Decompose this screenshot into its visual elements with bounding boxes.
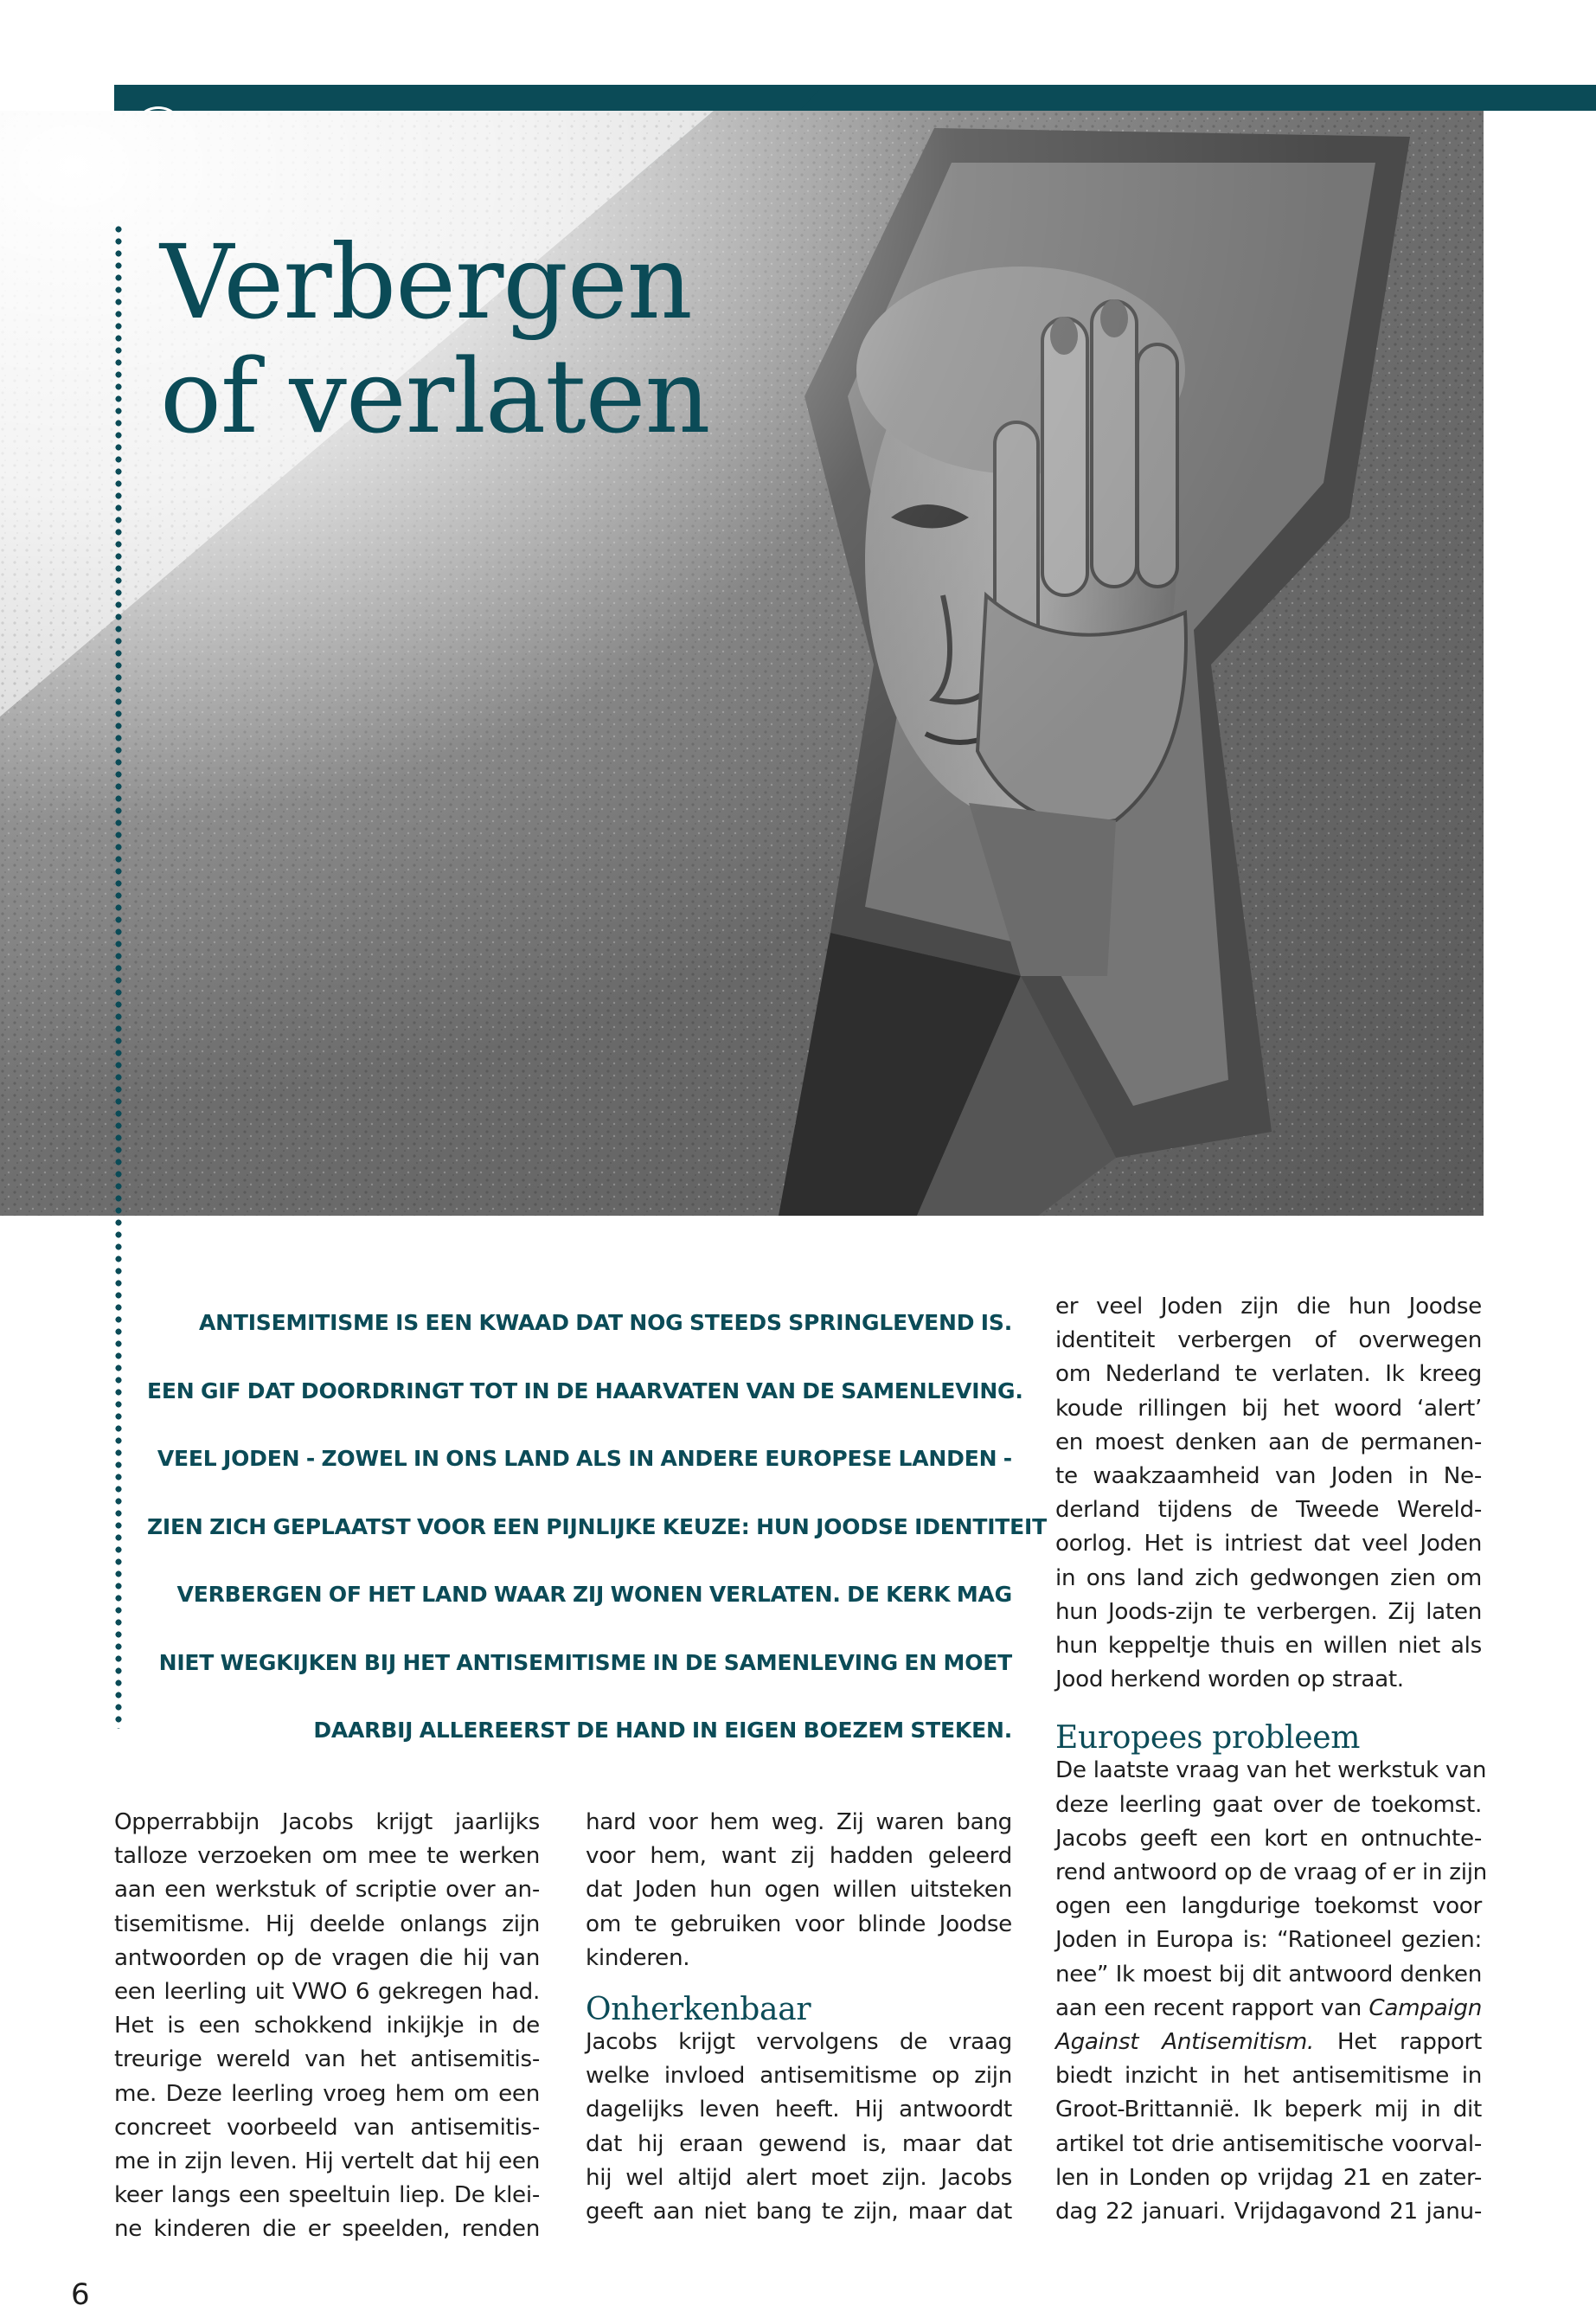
- body-line: om te gebruiken voor blinde Joodse: [586, 1911, 1012, 1937]
- body-line: derland tijdens de Tweede Wereld-: [1055, 1497, 1482, 1524]
- body-line: geeft aan niet bang te zijn, maar dat: [586, 2199, 1012, 2225]
- body-line: dat hij eraan gewend is, maar dat: [586, 2130, 1012, 2157]
- body-line: te waakzaamheid van Joden in Ne-: [1055, 1463, 1482, 1490]
- body-line: dag 22 januari. Vrijdagavond 21 janu-: [1055, 2199, 1482, 2225]
- body-line: hij wel altijd alert moet zijn. Jacobs: [586, 2164, 1012, 2191]
- body-line: om Nederland te verlaten. Ik kreeg: [1055, 1361, 1482, 1388]
- body-text: Het rapport: [1313, 2029, 1482, 2056]
- page-number: 6: [71, 2277, 90, 2312]
- body-column-3: [1055, 1290, 1487, 2229]
- body-line: ne kinderen die er speelden, renden: [114, 2216, 540, 2243]
- body-line: tisemitisme. Hij deelde onlangs zijn: [114, 1911, 540, 1937]
- body-line: Groot-Brittannië. Ik beperk mij in dit: [1055, 2097, 1482, 2123]
- body-line: in ons land zich gedwongen zien om: [1055, 1564, 1482, 1591]
- lead-line: ZIEN ZICH GEPLAATST VOOR EEN PIJNLIJKE KEUZE: HUN JOODSE IDENTITEIT: [147, 1513, 1047, 1539]
- lead-line: VERBERGEN OF HET LAND WAAR ZIJ WONEN VERLATEN. DE KERK MAG: [176, 1582, 1012, 1607]
- body-line: voor hem, want zij hadden geleerd: [586, 1843, 1012, 1870]
- body-line: artikel tot drie antisemitische voorval-: [1055, 2130, 1482, 2157]
- body-text: aan een recent rapport van: [1055, 1994, 1369, 2021]
- lead-line: ANTISEMITISME IS EEN KWAAD DAT NOG STEEDS SPRINGLEVEND IS.: [198, 1310, 1012, 1335]
- italic-report-title: Campaign: [1368, 1994, 1482, 2021]
- body-line: Het is een schokkend inkijkje in de: [114, 2013, 540, 2039]
- body-line: dat Joden hun ogen willen uitsteken: [586, 1877, 1012, 1904]
- body-line: De laatste vraag van het werkstuk van: [1055, 1757, 1487, 1784]
- body-line: dagelijks leven heeft. Hij antwoordt: [586, 2097, 1012, 2123]
- body-line: Jacobs krijgt vervolgens de vraag: [586, 2029, 1012, 2056]
- body-line: Opperrabbijn Jacobs krijgt jaarlijks: [114, 1809, 540, 1835]
- title-line: of verlaten: [160, 337, 710, 456]
- body-line: [1055, 2026, 1482, 2059]
- body-line: er veel Joden zijn die hun Joodse: [1055, 1294, 1482, 1320]
- body-line: antwoorden op de vragen die hij van: [114, 1944, 540, 1971]
- body-line: hun keppeltje thuis en willen niet als: [1055, 1633, 1482, 1660]
- body-line: rend antwoord op de vraag of er in zijn: [1055, 1859, 1487, 1886]
- body-column-1: [114, 1806, 540, 2247]
- article-title: [160, 222, 710, 456]
- body-line: koude rillingen bij het woord ‘alert’: [1055, 1395, 1482, 1422]
- lead-line: DAARBIJ ALLEREERST DE HAND IN EIGEN BOEZEM STEKEN.: [313, 1718, 1012, 1743]
- body-line: talloze verzoeken om mee te werken: [114, 1843, 540, 1870]
- dotted-rule: [115, 223, 122, 1729]
- body-line: len in Londen op vrijdag 21 en zater-: [1055, 2164, 1482, 2191]
- body-line: biedt inzicht in het antisemitisme in: [1055, 2063, 1482, 2090]
- body-line: en moest denken aan de permanen-: [1055, 1429, 1482, 1455]
- body-line: deze leerling gaat over de toekomst.: [1055, 1791, 1482, 1818]
- body-line: keer langs een speeltuin liep. De klei-: [114, 2182, 540, 2209]
- body-line: me. Deze leerling vroeg hem om een: [114, 2080, 540, 2107]
- body-line: Jood herkend worden op straat.: [1055, 1667, 1404, 1693]
- body-line: hard voor hem weg. Zij waren bang: [586, 1809, 1012, 1835]
- article-lead: [147, 1289, 1047, 1765]
- lead-line: NIET WEGKIJKEN BIJ HET ANTISEMITISME IN DE SAMENLEVING EN MOET: [158, 1649, 1012, 1675]
- lead-line: VEEL JODEN - ZOWEL IN ONS LAND ALS IN ANDERE EUROPESE LANDEN -: [157, 1446, 1012, 1471]
- body-line: [1055, 1992, 1482, 2026]
- body-line: treurige wereld van het antisemitis-: [114, 2046, 540, 2073]
- body-line: welke invloed antisemitisme op zijn: [586, 2063, 1012, 2090]
- title-line: Verbergen: [160, 222, 692, 342]
- body-column-2: [586, 1806, 1012, 2229]
- body-line: oorlog. Het is intriest dat veel Joden: [1055, 1531, 1482, 1557]
- subheading-onherkenbaar: Onherkenbaar: [586, 1992, 811, 2028]
- body-line: identiteit verbergen of overwegen: [1055, 1327, 1482, 1354]
- body-line: ogen een langdurige toekomst voor: [1055, 1893, 1482, 1920]
- body-line: aan een werkstuk of scriptie over an-: [114, 1877, 540, 1904]
- body-line: Jacobs geeft een kort en ontnuchte-: [1055, 1825, 1482, 1852]
- body-line: Joden in Europa is: “Rationeel gezien:: [1055, 1927, 1482, 1954]
- body-line: hun Joods-zijn te verbergen. Zij laten: [1055, 1598, 1482, 1625]
- italic-report-title: Against Antisemitism.: [1055, 2029, 1314, 2056]
- body-line: een leerling uit VWO 6 gekregen had.: [114, 1979, 540, 2006]
- body-line: kinderen.: [586, 1944, 690, 1971]
- body-line: me in zijn leven. Hij vertelt dat hij een: [114, 2148, 540, 2175]
- body-line: concreet voorbeeld van antisemitis-: [114, 2114, 540, 2141]
- subheading-europees-probleem: Europees probleem: [1055, 1720, 1361, 1756]
- body-line: nee” Ik moest bij dit antwoord denken: [1055, 1961, 1482, 1988]
- lead-line: EEN GIF DAT DOORDRINGT TOT IN DE HAARVATEN VAN DE SAMENLEVING.: [147, 1378, 1023, 1403]
